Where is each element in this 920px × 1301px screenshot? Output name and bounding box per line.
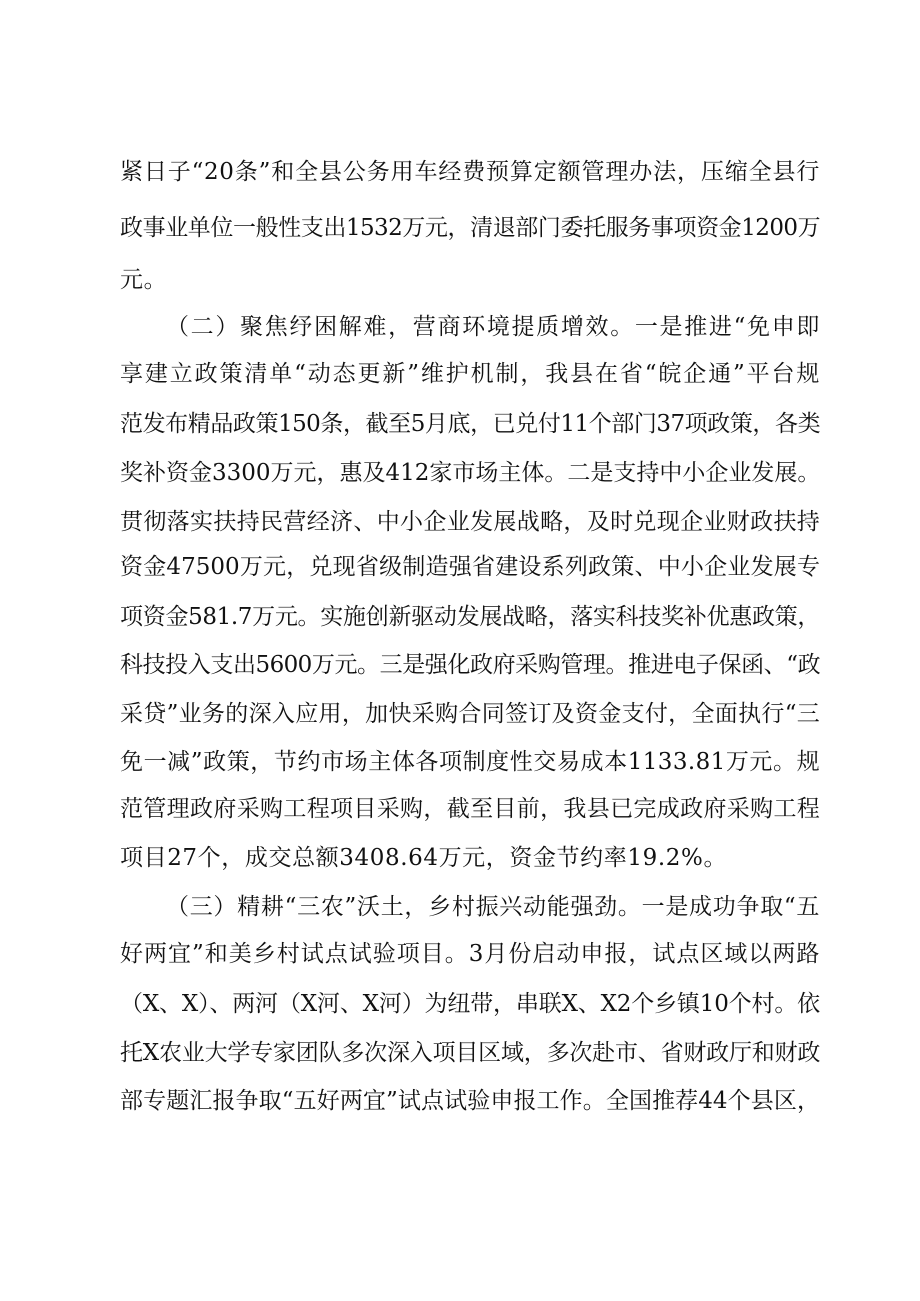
paragraph-line: 部专题汇报争取“五好两宜”试点试验申报工作。全国推荐44个县区， [120, 1088, 820, 1114]
paragraph-line: 采贷”业务的深入应用，加快采购合同签订及资金支付，全面执行“三 [120, 701, 820, 727]
paragraph-line: 范管理政府采购工程项目采购，截至目前，我县已完成政府采购工程 [120, 796, 820, 822]
paragraph-line: 范发布精品政策150条，截至5月底，已兑付11个部门37项政策，各类 [120, 411, 820, 437]
paragraph-line: 托X农业大学专家团队多次深入项目区域，多次赴市、省财政厅和财政 [120, 1040, 821, 1066]
paragraph-line: 项目27个，成交总额3408.64万元，资金节约率19.2%。 [120, 845, 728, 871]
paragraph-line: 享建立政策清单“动态更新”维护机制，我县在省“皖企通”平台规 [120, 361, 820, 387]
paragraph-line: 政事业单位一般性支出1532万元，清退部门委托服务事项资金1200万 [120, 215, 820, 241]
paragraph-line: 免一减”政策，节约市场主体各项制度性交易成本1133.81万元。规 [120, 749, 820, 775]
paragraph-line: 科技投入支出5600万元。三是强化政府采购管理。推进电子保函、“政 [120, 652, 820, 678]
paragraph-line: （三）精耕“三农”沃土，乡村振兴动能强劲。一是成功争取“五 [166, 894, 820, 920]
paragraph-line: 奖补资金3300万元，惠及412家市场主体。二是支持中小企业发展。 [120, 460, 821, 486]
paragraph-line: 贯彻落实扶持民营经济、中小企业发展战略，及时兑现企业财政扶持 [120, 509, 820, 535]
paragraph-line: （二）聚焦纾困解难，营商环境提质增效。一是推进“免申即 [166, 314, 820, 340]
paragraph-line: 紧日子“20条”和全县公务用车经费预算定额管理办法，压缩全县行 [120, 159, 820, 185]
paragraph-line: 项资金581.7万元。实施创新驱动发展战略，落实科技奖补优惠政策， [120, 604, 820, 630]
paragraph-line: 好两宜”和美乡村试点试验项目。3月份启动申报，试点区域以两路 [120, 941, 820, 967]
paragraph-line: 资金47500万元，兑现省级制造强省建设系列政策、中小企业发展专 [120, 554, 820, 580]
paragraph-line: （X、X）、两河（X河、X河）为纽带，串联X、X2个乡镇10个村。依 [120, 991, 820, 1017]
paragraph-line: 元。 [120, 267, 168, 293]
